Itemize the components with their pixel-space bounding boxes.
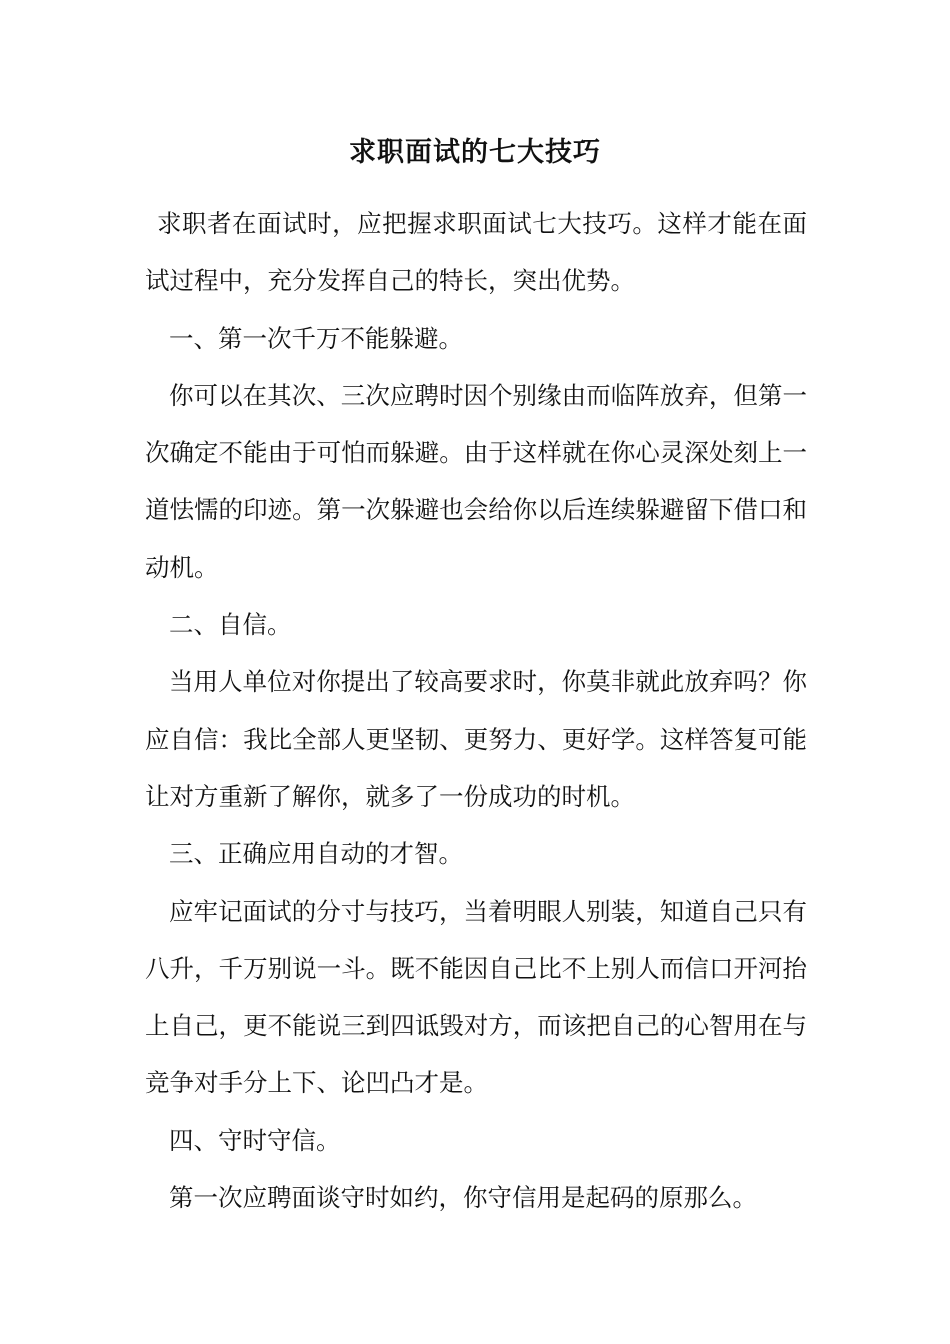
heading-tip-1: 一、第一次千万不能躲避。: [169, 323, 463, 353]
paragraph-tip-3: 应牢记面试的分寸与技巧，当着明眼人别装，知道自己只有八升，千万别说一斗。既不能因自己比不上别人而信口开河抬上自己，更不能说三到四诋毁对方，而该把自己的心智用在与竞争对手分上下、论凹凸才是。: [145, 896, 807, 1098]
paragraph-tip-1: 你可以在其次、三次应聘时因个别缘由而临阵放弃，但第一次确定不能由于可怕而躲避。由于这样就在你心灵深处刻上一道怯懦的印迹。第一次躲避也会给你以后连续躲避留下借口和动机。: [145, 380, 807, 582]
paragraph-tip-4: 第一次应聘面谈守时如约，你守信用是起码的原那么。: [169, 1183, 757, 1213]
heading-tip-3: 三、正确应用自动的才智。: [169, 839, 463, 869]
paragraph-tip-2: 当用人单位对你提出了较高要求时，你莫非就此放弃吗？你应自信：我比全部人更坚韧、更努力、更好学。这样答复可能让对方重新了解你，就多了一份成功的时机。: [145, 667, 807, 811]
paragraph-intro: 求职者在面试时，应把握求职面试七大技巧。这样才能在面试过程中，充分发挥自己的特长，突出优势。: [145, 209, 807, 296]
document-title: 求职面试的七大技巧: [349, 137, 601, 168]
document-body: [145, 195, 807, 1226]
heading-tip-2: 二、自信。: [169, 610, 292, 640]
heading-tip-4: 四、守时守信。: [169, 1125, 341, 1155]
